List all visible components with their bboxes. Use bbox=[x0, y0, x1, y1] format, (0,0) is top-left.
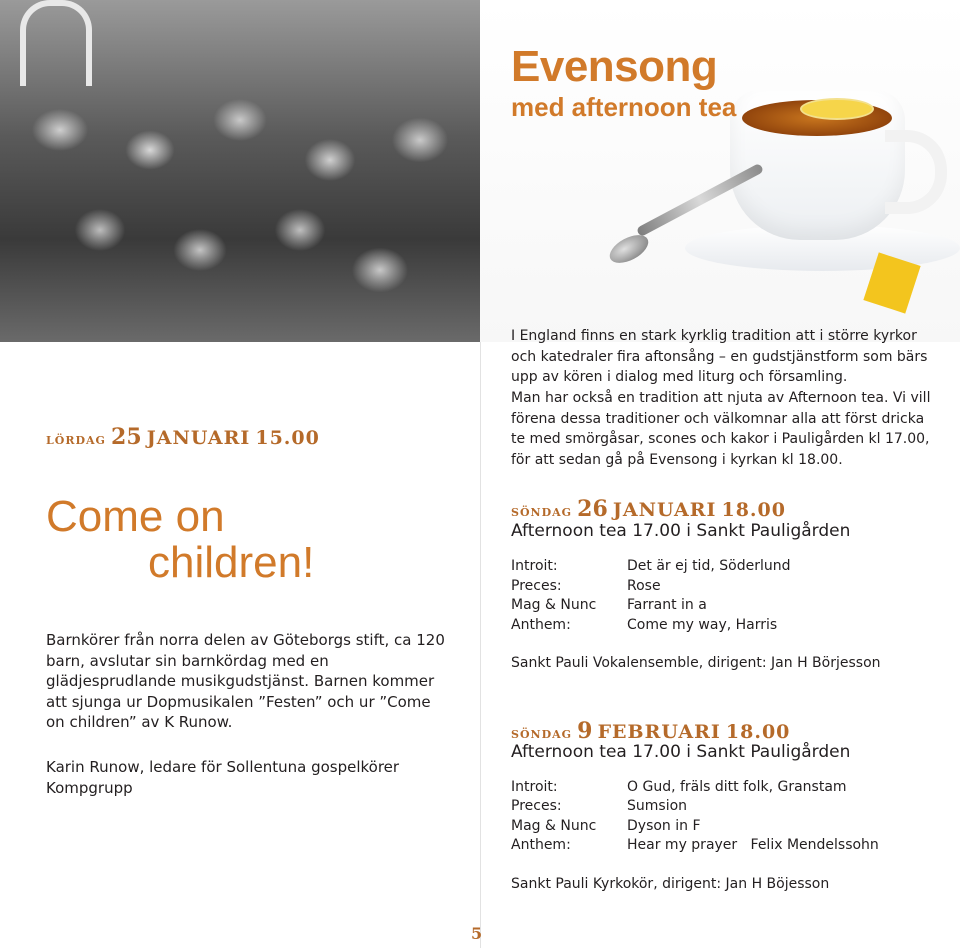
cup-handle-shape bbox=[885, 130, 947, 214]
left-event-paragraph-1: Barnkörer från norra delen av Göteborgs stift, ca 120 barn, avslutar sin barnkördag med en glädjesprudlande musikgudstjänst. Barnen kommer att sjunga ur Dopmusikalen ”Festen” och ur ”Come on children” av K Runow. bbox=[46, 631, 445, 731]
event-1-label-introit: Introit: bbox=[511, 558, 558, 574]
event-1-label-magnunc: Mag & Nunc bbox=[511, 597, 597, 613]
event-2-label-preces: Preces: bbox=[511, 798, 562, 814]
church-arch-detail bbox=[20, 0, 92, 86]
evensong-subtitle: med afternoon tea bbox=[511, 92, 737, 122]
event-2-month: FEBRUARI bbox=[597, 721, 721, 743]
left-event-paragraph-2: Karin Runow, ledare för Sollentuna gospelkörer Kompgrupp bbox=[46, 758, 400, 797]
left-event-date bbox=[46, 424, 320, 450]
event-1-value-anthem: Come my way, Harris bbox=[627, 617, 778, 633]
event-2-value-introit: O Gud, fräls ditt folk, Granstam bbox=[627, 779, 847, 795]
event-1-month: JANUARI bbox=[612, 499, 717, 521]
event-2-value-anthem: Hear my prayer Felix Mendelssohn bbox=[627, 837, 879, 853]
event-2-label-magnunc: Mag & Nunc bbox=[511, 818, 597, 834]
spoon-bowl bbox=[605, 229, 652, 268]
column-divider bbox=[480, 342, 481, 914]
left-event-day: 25 bbox=[111, 424, 142, 450]
event-1-time: 18.00 bbox=[721, 499, 786, 521]
event-2-subheading: Afternoon tea 17.00 i Sankt Pauligården bbox=[511, 742, 851, 762]
lemon-slice bbox=[800, 98, 874, 120]
event-2-label-anthem: Anthem: bbox=[511, 837, 571, 853]
left-event-time: 15.00 bbox=[255, 427, 320, 449]
event-2-day: 9 bbox=[577, 718, 593, 744]
page-number: 5 bbox=[471, 924, 483, 943]
event-1-date bbox=[511, 496, 786, 522]
event-1-label-anthem: Anthem: bbox=[511, 617, 571, 633]
event-2-time: 18.00 bbox=[725, 721, 791, 743]
evensong-title: Evensong bbox=[511, 42, 718, 91]
event-2-weekday: söndag bbox=[511, 724, 573, 742]
left-event-title-line2: children! bbox=[148, 538, 315, 587]
event-1-day: 26 bbox=[577, 496, 608, 522]
left-event-weekday: lördag bbox=[46, 430, 106, 448]
intro-paragraph-1: I England finns en stark kyrklig tradition att i större kyrkor och katedraler fira aftonsång – en gudstjänstform som bärs upp av kören i dialog med liturg och församling. bbox=[511, 328, 928, 385]
intro-paragraph-2: Man har också en tradition att njuta av Afternoon tea. Vi vill förena dessa traditioner och välkomnar alla att först dricka te med smörgåsar, scones och kakor i Pauligården kl 17.00, för att sedan gå på Evensong i kyrkan kl 18.00. bbox=[511, 390, 931, 468]
left-event-month: JANUARI bbox=[146, 427, 251, 449]
event-1-subheading: Afternoon tea 17.00 i Sankt Pauligården bbox=[511, 521, 851, 541]
event-2-footer: Sankt Pauli Kyrkokör, dirigent: Jan H Böjesson bbox=[511, 876, 830, 892]
left-event-title-line1: Come on bbox=[46, 492, 225, 541]
event-2-date bbox=[511, 718, 790, 744]
event-1-weekday: söndag bbox=[511, 502, 573, 520]
event-1-value-preces: Rose bbox=[627, 578, 661, 594]
event-2-value-magnunc: Dyson in F bbox=[627, 818, 701, 834]
event-1-value-magnunc: Farrant in a bbox=[627, 597, 707, 613]
choir-photo bbox=[0, 0, 480, 342]
event-1-footer: Sankt Pauli Vokalensemble, dirigent: Jan H Börjesson bbox=[511, 655, 881, 671]
event-2-value-preces: Sumsion bbox=[627, 798, 688, 814]
event-1-value-introit: Det är ej tid, Söderlund bbox=[627, 558, 791, 574]
event-2-label-introit: Introit: bbox=[511, 779, 558, 795]
event-1-label-preces: Preces: bbox=[511, 578, 562, 594]
